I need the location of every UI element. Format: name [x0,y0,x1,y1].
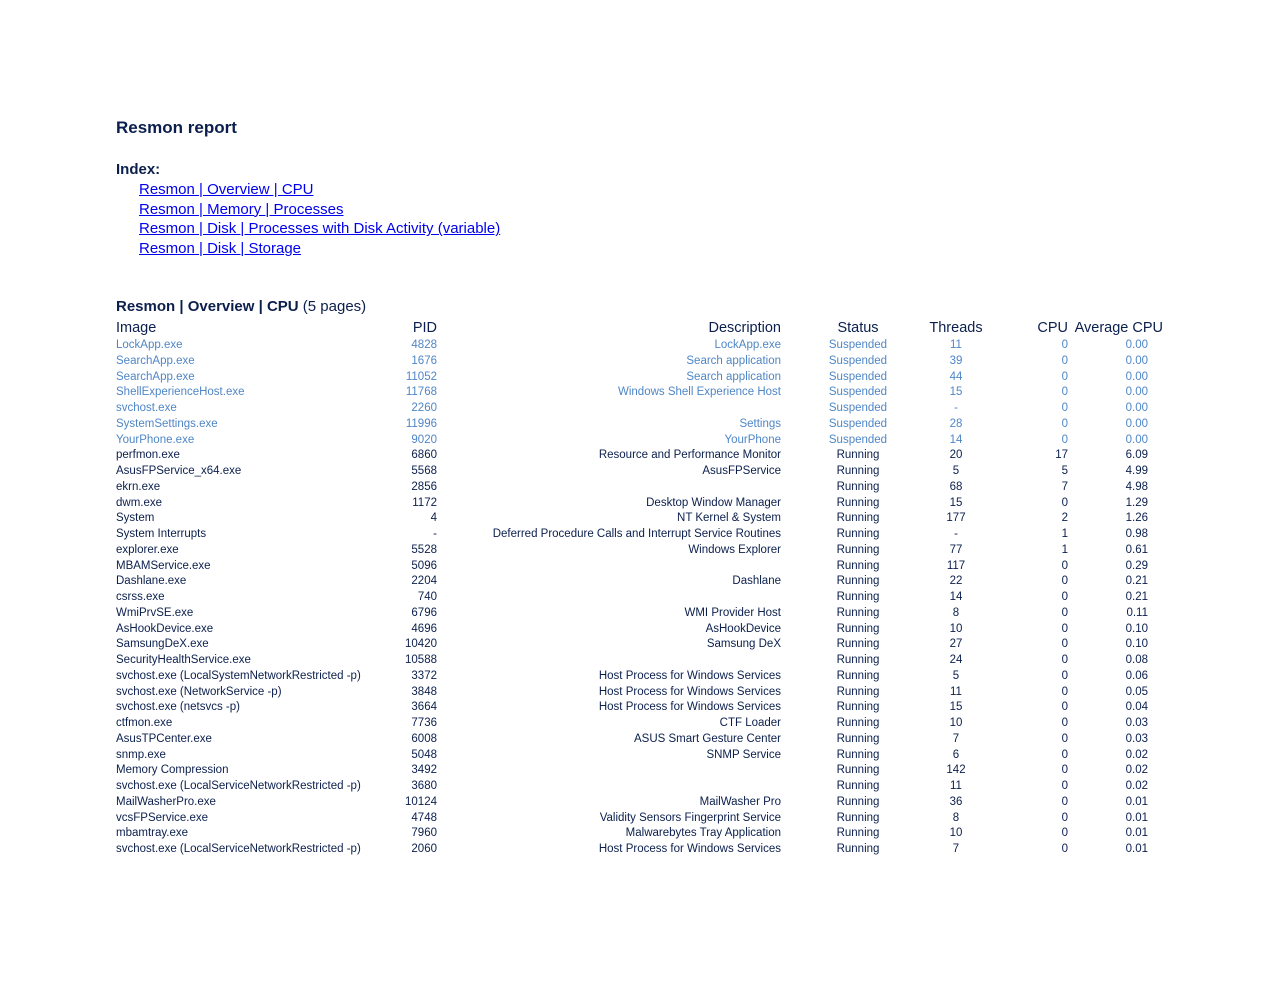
cell-average-cpu: 0.61 [1125,543,1148,556]
cell-pid: 10588 [405,654,437,666]
cell-average-cpu: 0.02 [1125,780,1148,792]
cell-image: SearchApp.exe [116,354,195,367]
table-row [116,606,1166,622]
cell-description: Validity Sensors Fingerprint Service [599,811,781,824]
cell-status: Running [836,764,880,777]
cell-pid: 9020 [411,433,437,446]
cell-pid: 1172 [412,496,437,509]
cell-image: svchost.exe (NetworkService -p) [116,685,282,698]
cell-description: Host Process for Windows Services [598,685,781,698]
cell-image: ekrn.exe [116,480,161,493]
table-row [116,354,1166,370]
cell-cpu: 0 [1061,843,1068,855]
cell-description: Windows Shell Experience Host [618,386,781,399]
cell-average-cpu: 0.00 [1125,433,1148,446]
cell-image: SamsungDeX.exe [116,638,209,651]
cell-status: Suspended [828,402,888,414]
cell-cpu: 7 [1061,480,1068,493]
cell-threads: 177 [946,512,966,525]
cell-threads: 15 [949,701,963,714]
cell-threads: 7 [952,732,960,745]
cell-threads: 14 [949,433,963,446]
table-row [116,669,1166,685]
table-row [116,480,1166,496]
cell-image: svchost.exe (LocalSystemNetworkRestricted -p) [116,669,361,682]
cell-threads: 27 [949,638,963,651]
cell-pid: - [433,528,437,540]
cell-pid: 3492 [411,764,437,777]
cell-pid: 7960 [411,827,437,840]
table-row [116,464,1166,480]
process-table [116,318,1166,858]
table-row [116,543,1166,559]
cell-average-cpu: 0.00 [1125,402,1148,414]
cell-average-cpu: 0.02 [1125,764,1148,777]
cell-description: CTF Loader [719,717,781,729]
cell-description: YourPhone [724,433,781,446]
cell-image: AsusFPService_x64.exe [116,465,242,477]
cell-average-cpu: 4.98 [1125,480,1148,493]
cell-threads: 7 [952,843,960,855]
table-row [116,779,1166,795]
cell-cpu: 0 [1061,417,1068,430]
cell-average-cpu: 0.00 [1125,417,1148,430]
cell-pid: 3848 [411,685,437,698]
cell-description: SNMP Service [706,748,781,761]
cell-cpu: 0 [1061,433,1068,446]
cell-pid: 3372 [411,669,437,682]
cell-threads: 11 [950,780,962,792]
table-row [116,370,1166,386]
cell-pid: 4696 [411,622,437,635]
cell-description: Host Process for Windows Services [598,843,781,855]
table-row [116,795,1166,811]
cell-cpu: 0 [1061,811,1068,824]
table-row [116,748,1166,764]
cell-description: Settings [739,417,781,430]
cell-threads: 14 [949,591,963,603]
cell-description: Samsung DeX [706,638,781,651]
column-header-threads: Threads [929,320,983,336]
cell-image: Dashlane.exe [116,575,187,588]
table-row [116,559,1166,575]
cell-cpu: 0 [1061,732,1068,745]
cell-threads: 10 [949,622,963,635]
cell-cpu: 5 [1061,465,1068,477]
column-header-pid: PID [412,320,437,336]
cell-description: Host Process for Windows Services [598,701,781,714]
cell-cpu: 0 [1061,638,1068,651]
index-links [139,180,500,259]
cell-cpu: 0 [1061,606,1068,619]
cell-image: SystemSettings.exe [116,417,218,430]
cell-average-cpu: 0.01 [1125,811,1148,824]
table-row [116,811,1166,827]
cell-average-cpu: 0.00 [1125,386,1148,399]
cell-threads: 15 [949,386,963,399]
cell-average-cpu: 1.29 [1125,496,1148,509]
cell-pid: 1676 [411,354,437,367]
cell-status: Running [836,669,880,682]
cell-cpu: 0 [1061,370,1068,383]
table-row [116,590,1166,606]
cell-threads: 11 [950,685,962,698]
cell-average-cpu: 0.03 [1125,717,1148,729]
cell-pid: 2260 [411,402,437,414]
cell-cpu: 0 [1061,622,1068,635]
table-row [116,685,1166,701]
cell-pid: 4828 [411,339,437,351]
cell-description: Malwarebytes Tray Application [625,827,781,840]
cell-cpu: 0 [1061,402,1068,414]
cell-cpu: 0 [1061,386,1068,399]
cell-threads: 8 [952,606,960,619]
cell-pid: 11052 [405,370,437,383]
table-row [116,637,1166,653]
cell-average-cpu: 0.01 [1125,827,1148,840]
cell-cpu: 0 [1061,764,1068,777]
cell-image: svchost.exe (netsvcs -p) [116,701,240,714]
cell-threads: 77 [949,543,963,556]
cell-status: Suspended [828,386,888,399]
cell-status: Running [836,591,880,603]
table-row [116,622,1166,638]
cell-image: SearchApp.exe [116,370,195,383]
cell-status: Suspended [828,370,888,383]
column-header-description: Description [708,320,781,336]
cell-threads: 6 [952,748,960,761]
cell-status: Running [836,543,880,556]
cell-cpu: 0 [1061,795,1068,808]
cell-image: vcsFPService.exe [116,811,209,824]
cell-threads: 11 [950,339,962,351]
cell-average-cpu: 0.06 [1125,669,1148,682]
cell-status: Running [836,496,880,509]
cell-threads: 5 [952,465,960,477]
cell-threads: 24 [949,654,963,666]
cell-threads: 22 [949,575,963,588]
cell-threads: 20 [949,449,963,462]
cell-image: mbamtray.exe [116,827,189,840]
cell-description: MailWasher Pro [699,795,781,808]
cell-status: Suspended [828,339,888,351]
cell-description: Host Process for Windows Services [598,669,781,682]
table-row [116,763,1166,779]
cell-cpu: 1 [1061,543,1068,556]
cell-average-cpu: 0.03 [1125,732,1148,745]
cell-pid: 7736 [411,717,437,729]
cell-description: Search application [686,354,781,367]
cell-average-cpu: 0.21 [1125,591,1148,603]
table-row [116,842,1166,858]
table-row [116,732,1166,748]
cell-status: Running [836,465,880,477]
cell-status: Running [836,622,880,635]
table-header [116,318,1166,338]
cell-threads: 117 [946,559,966,572]
cell-cpu: 1 [1061,528,1068,540]
cell-pid: 3664 [411,701,437,714]
cell-image: AsHookDevice.exe [116,622,214,635]
cell-image: svchost.exe [116,402,177,414]
cell-description: Desktop Window Manager [646,496,781,509]
cell-average-cpu: 0.02 [1125,748,1148,761]
cell-average-cpu: 6.09 [1125,449,1148,462]
cell-status: Running [836,717,880,729]
cell-average-cpu: 0.11 [1126,606,1148,619]
cell-status: Running [836,701,880,714]
cell-status: Running [836,449,880,462]
cell-description: ASUS Smart Gesture Center [634,732,781,745]
cell-threads: 68 [949,480,963,493]
cell-image: MBAMService.exe [116,559,211,572]
table-row [116,653,1166,669]
table-row [116,417,1166,433]
cell-description: AsusFPService [702,465,781,477]
cell-pid: 5568 [411,465,437,477]
cell-cpu: 0 [1061,701,1068,714]
cell-image: System Interrupts [116,528,207,540]
cell-image: svchost.exe (LocalServiceNetworkRestricted -p) [116,780,361,792]
cell-image: explorer.exe [116,543,179,556]
table-row [116,700,1166,716]
cell-pid: 4 [430,512,437,525]
section-title-text: Resmon | Overview | CPU [116,298,299,315]
cell-cpu: 0 [1061,591,1068,603]
cell-description: LockApp.exe [714,339,781,351]
cell-cpu: 0 [1061,780,1068,792]
cell-status: Running [836,795,880,808]
cell-cpu: 0 [1061,748,1068,761]
cell-status: Running [836,748,880,761]
cell-cpu: 0 [1061,654,1068,666]
cell-threads: - [954,402,958,414]
cell-status: Running [836,732,880,745]
cell-status: Running [836,528,880,540]
cell-pid: 3680 [411,780,437,792]
cell-status: Running [836,654,880,666]
cell-cpu: 0 [1061,559,1068,572]
cell-cpu: 0 [1061,685,1068,698]
table-row [116,401,1166,417]
cell-threads: 142 [946,764,966,777]
table-body [116,338,1166,858]
cell-status: Suspended [828,354,888,367]
cell-threads: - [954,528,958,540]
cell-pid: 5048 [411,748,437,761]
cell-pid: 10124 [405,795,437,808]
cell-pid: 6796 [411,606,437,619]
cell-status: Running [836,638,880,651]
cell-status: Running [836,811,880,824]
table-row [116,574,1166,590]
cell-pid: 11768 [405,386,437,399]
cell-average-cpu: 0.10 [1125,638,1148,651]
cell-image: LockApp.exe [116,339,183,351]
index-link-disk-processes[interactable]: Resmon | Disk | Processes with Disk Activity (variable) [139,220,501,238]
cell-average-cpu: 0.10 [1125,622,1148,635]
cell-image: YourPhone.exe [116,433,195,446]
cell-image: SecurityHealthService.exe [116,654,251,666]
table-row [116,826,1166,842]
index-link-overview-cpu[interactable]: Resmon | Overview | CPU [139,181,314,198]
index-link-memory-processes[interactable]: Resmon | Memory | Processes [139,200,344,218]
cell-pid: 10420 [405,638,437,651]
cell-cpu: 0 [1061,496,1068,509]
cell-description: NT Kernel & System [677,512,781,525]
cell-pid: 740 [417,591,437,603]
cell-cpu: 0 [1061,669,1068,682]
cell-image: MailWasherPro.exe [116,795,216,808]
cell-pid: 5096 [411,559,437,572]
cell-status: Running [836,575,880,588]
index-link-disk-storage[interactable]: Resmon | Disk | Storage [139,240,302,258]
cell-status: Running [836,685,880,698]
cell-image: csrss.exe [116,591,165,603]
cell-pid: 4748 [411,811,437,824]
cell-threads: 39 [949,354,963,367]
cell-image: ShellExperienceHost.exe [116,386,245,399]
cell-image: dwm.exe [116,496,163,509]
cell-image: WmiPrvSE.exe [116,606,194,619]
cell-average-cpu: 0.01 [1125,843,1148,855]
cell-threads: 8 [952,811,960,824]
cell-average-cpu: 0.00 [1125,370,1148,383]
index-label: Index: [116,161,161,178]
report-title: Resmon report [116,118,237,137]
cell-average-cpu: 0.05 [1125,685,1148,698]
section-page-count: (5 pages) [302,298,367,315]
section-title [116,298,366,315]
cell-status: Suspended [828,417,888,430]
cell-status: Running [836,480,880,493]
cell-average-cpu: 0.04 [1125,701,1148,714]
cell-pid: 6008 [411,732,437,745]
cell-threads: 44 [949,370,963,383]
column-header-cpu: CPU [1037,320,1068,336]
cell-cpu: 2 [1061,512,1068,525]
cell-pid: 11996 [405,417,437,430]
cell-image: perfmon.exe [116,449,180,462]
cell-cpu: 0 [1061,339,1068,351]
cell-pid: 2204 [411,575,437,588]
cell-cpu: 0 [1061,575,1068,588]
cell-average-cpu: 0.98 [1125,528,1148,540]
table-row [116,716,1166,732]
table-row [116,448,1166,464]
cell-status: Suspended [828,433,888,446]
cell-image: System [116,512,155,525]
cell-description: Resource and Performance Monitor [598,449,781,462]
cell-pid: 6860 [411,449,437,462]
cell-image: ctfmon.exe [116,717,173,729]
table-row [116,385,1166,401]
cell-cpu: 17 [1055,449,1068,462]
cell-threads: 15 [949,496,963,509]
cell-status: Running [836,559,880,572]
column-header-image: Image [116,320,157,336]
cell-pid: 2060 [411,843,437,855]
cell-average-cpu: 0.00 [1125,339,1148,351]
cell-image: svchost.exe (LocalServiceNetworkRestricted -p) [116,843,361,855]
cell-status: Running [836,780,880,792]
cell-description: Deferred Procedure Calls and Interrupt Service Routines [492,528,781,540]
cell-average-cpu: 4.99 [1125,465,1148,477]
cell-threads: 36 [949,795,963,808]
cell-cpu: 0 [1061,717,1068,729]
cell-threads: 28 [949,417,963,430]
cell-description: Search application [686,370,781,383]
cell-pid: 5528 [411,543,437,556]
cell-average-cpu: 0.29 [1125,559,1148,572]
cell-average-cpu: 0.21 [1125,575,1148,588]
column-header-status: Status [837,320,879,336]
cell-status: Running [836,827,880,840]
cell-description: WMI Provider Host [684,606,781,619]
cell-image: AsusTPCenter.exe [116,732,212,745]
table-row [116,338,1166,354]
table-row [116,511,1166,527]
cell-average-cpu: 0.00 [1125,354,1148,367]
cell-status: Running [836,512,880,525]
cell-average-cpu: 1.26 [1125,512,1148,525]
cell-image: Memory Compression [116,764,229,777]
cell-description: Windows Explorer [688,543,781,556]
table-row [116,433,1166,449]
table-row [116,527,1166,543]
cell-average-cpu: 0.08 [1125,654,1148,666]
cell-status: Running [836,843,880,855]
cell-description: Dashlane [732,575,781,588]
cell-average-cpu: 0.01 [1125,795,1148,808]
cell-threads: 10 [949,717,963,729]
cell-cpu: 0 [1061,354,1068,367]
cell-threads: 5 [952,669,960,682]
cell-cpu: 0 [1061,827,1068,840]
cell-description: AsHookDevice [705,622,781,635]
cell-pid: 2856 [411,480,437,493]
cell-threads: 10 [949,827,963,840]
cell-image: snmp.exe [116,748,166,761]
table-row [116,496,1166,512]
cell-status: Running [836,606,880,619]
column-header-average-cpu: Average CPU [1074,320,1163,336]
